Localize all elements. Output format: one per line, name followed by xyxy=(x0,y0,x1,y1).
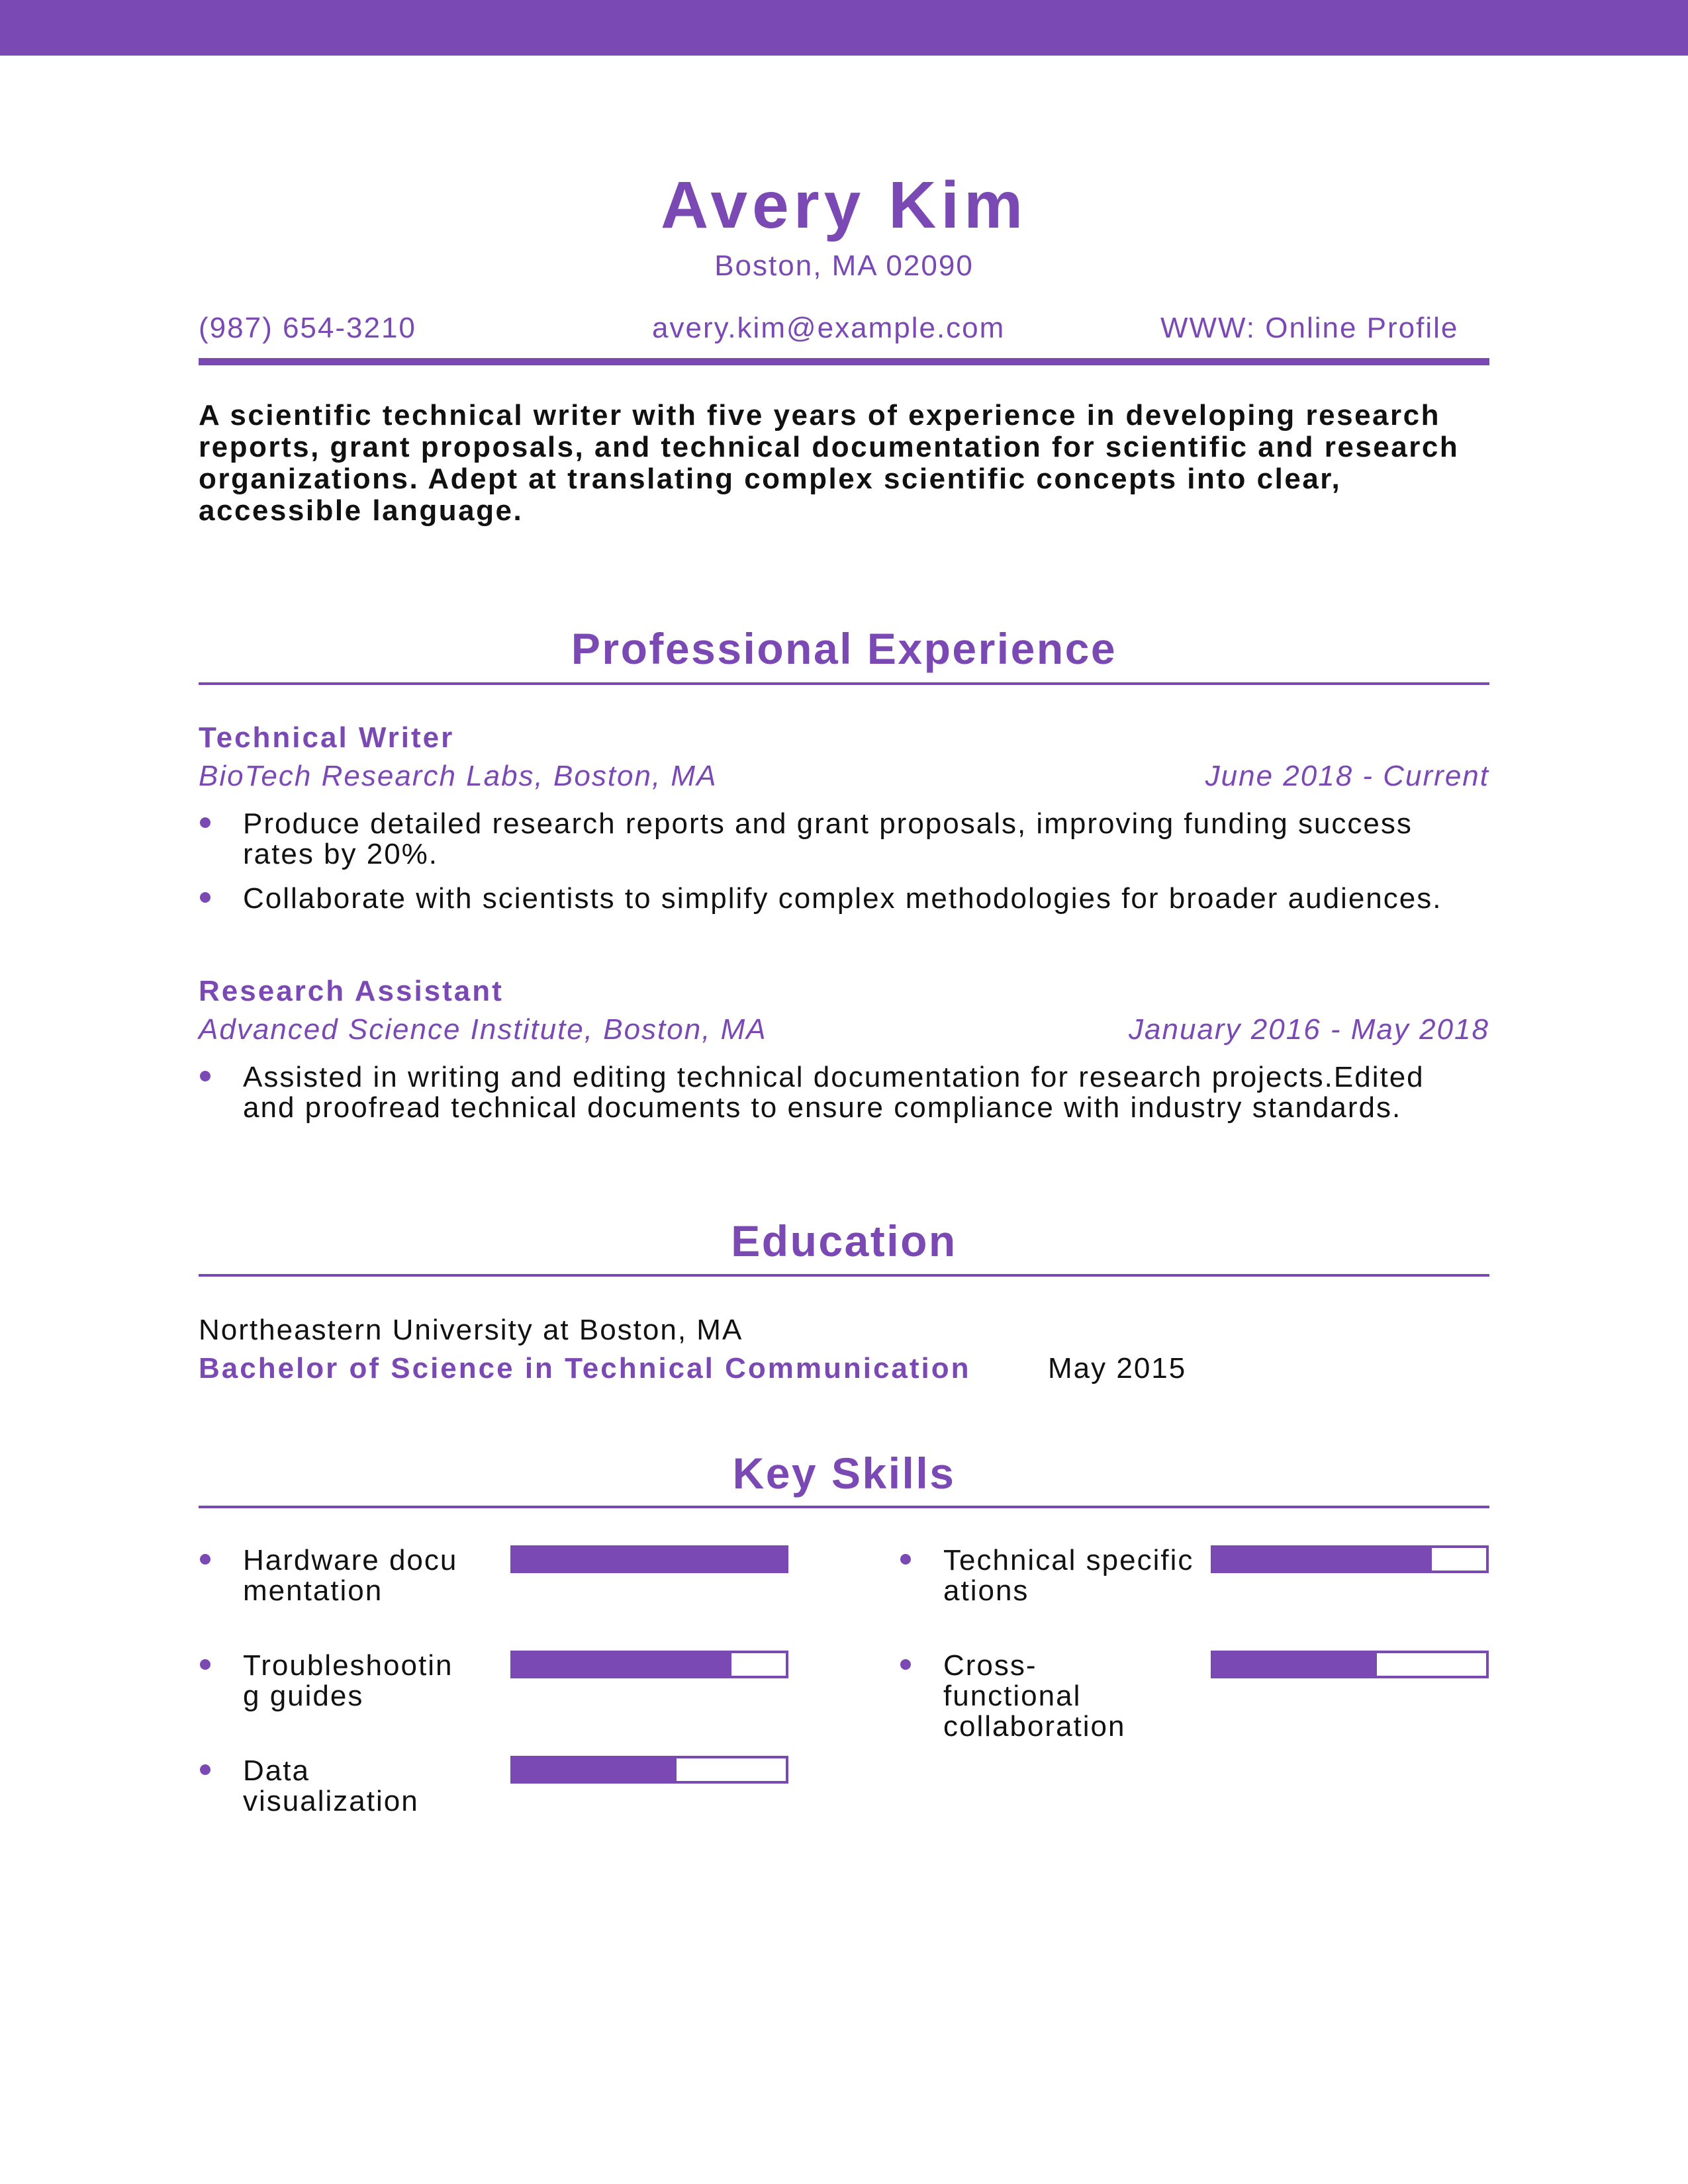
bullet-dot xyxy=(200,1659,211,1670)
header-divider xyxy=(199,358,1489,365)
skill-level-bar xyxy=(510,1756,788,1784)
job-dates: January 2016 - May 2018 xyxy=(1129,1013,1489,1046)
bullet-dot xyxy=(900,1554,911,1565)
experience-heading: Professional Experience xyxy=(571,624,1117,673)
bullet-text: Assisted in writing and editing technical documentation for research projects.Edited and proofread technical documents to ensure compliance with industry standards. xyxy=(243,1061,1425,1124)
candidate-name: Avery Kim xyxy=(661,168,1027,242)
bullet-text: Produce detailed research reports and grant proposals, improving funding success rates by 20%. xyxy=(243,807,1413,870)
bullet-dot xyxy=(200,817,211,828)
education-degree: Bachelor of Science in Technical Communication xyxy=(199,1352,971,1385)
skill-level-bar xyxy=(510,1651,788,1678)
candidate-location: Boston, MA 02090 xyxy=(714,250,974,282)
education-divider xyxy=(199,1274,1489,1277)
skill-name: Hardware documentation xyxy=(243,1544,458,1607)
job-dates: June 2018 - Current xyxy=(1205,760,1489,792)
job-company: Advanced Science Institute, Boston, MA xyxy=(199,1013,767,1046)
bullet-dot xyxy=(900,1659,911,1670)
bullet-dot xyxy=(200,1764,211,1775)
skill-name: Troubleshooting guides xyxy=(243,1649,453,1712)
skill-name: Data visualization xyxy=(243,1754,419,1817)
experience-divider xyxy=(199,682,1489,685)
job-title: Research Assistant xyxy=(199,975,504,1007)
skills-heading: Key Skills xyxy=(732,1449,956,1498)
bullet-text: Collaborate with scientists to simplify complex methodologies for broader audiences. xyxy=(243,882,1442,915)
bullet-dot xyxy=(200,1554,211,1565)
education-school: Northeastern University at Boston, MA xyxy=(199,1314,743,1346)
email-link[interactable]: avery.kim@example.com xyxy=(652,312,1006,344)
skills-divider xyxy=(199,1506,1489,1508)
skill-level-fill xyxy=(1213,1653,1377,1676)
job-title: Technical Writer xyxy=(199,721,455,754)
bullet-dot xyxy=(200,1071,211,1081)
phone-number: (987) 654-3210 xyxy=(199,312,416,344)
bullet-dot xyxy=(200,892,211,903)
skill-name: Cross-functional collaboration xyxy=(943,1649,1126,1743)
skill-name: Technical specifications xyxy=(943,1544,1194,1607)
top-accent-bar xyxy=(0,0,1688,56)
education-date: May 2015 xyxy=(1048,1352,1187,1385)
skill-level-fill xyxy=(1213,1548,1432,1570)
skill-level-bar xyxy=(510,1545,788,1573)
professional-summary: A scientific technical writer with five years of experience in developing research reports, grant proposals, and technical documentation for scientific and research organizations. Adept at translating complex scientific concepts into clear, accessible language. xyxy=(199,399,1460,527)
skill-level-bar xyxy=(1211,1545,1489,1573)
skill-level-fill xyxy=(513,1548,786,1570)
job-company: BioTech Research Labs, Boston, MA xyxy=(199,760,718,792)
website-link[interactable]: WWW: Online Profile xyxy=(1160,312,1459,344)
skill-level-bar xyxy=(1211,1651,1489,1678)
skill-level-fill xyxy=(513,1758,677,1781)
skill-level-fill xyxy=(513,1653,731,1676)
education-heading: Education xyxy=(731,1216,957,1265)
